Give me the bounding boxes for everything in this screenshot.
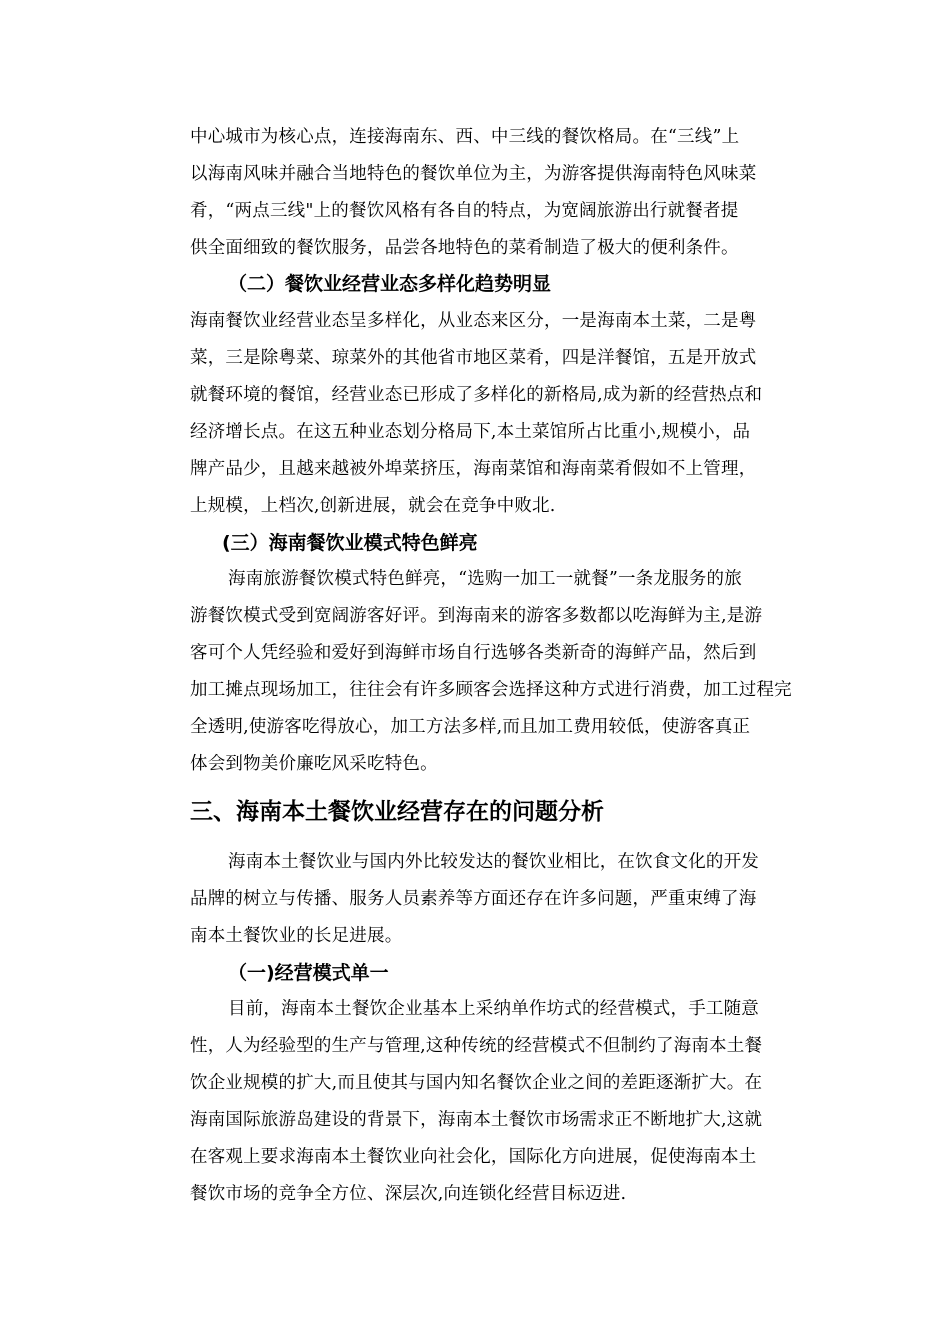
paragraph-line: 南本土餐饮业的长足进展。 [190,926,403,946]
paragraph-line: 海南本土餐饮业与国内外比较发达的餐饮业相比，在饮食文化的开发 [228,852,759,872]
section-title: 三、海南本土餐饮业经营存在的问题分析 [190,799,604,825]
paragraph-line: 全透明,使游客吃得放心，加工方法多样,而且加工费用较低，使游客真正 [190,717,751,737]
paragraph-line: 体会到物美价廉吃风采吃特色。 [190,754,438,774]
subheading-4: （一)经营模式单一 [228,962,389,984]
paragraph-line: 海南餐饮业经营业态呈多样化，从业态来区分，一是海南本土菜，二是粤 [190,311,757,331]
paragraph-line: 以海南风味并融合当地特色的餐饮单位为主，为游客提供海南特色风味菜 [190,164,757,184]
paragraph-line: 饮企业规模的扩大,而且使其与国内知名餐饮企业之间的差距逐渐扩大。在 [190,1073,763,1093]
paragraph-line: 肴，“两点三线"上的餐饮风格有各自的特点，为宽阔旅游出行就餐者提 [190,201,739,221]
paragraph-line: 性，人为经验型的生产与管理,这种传统的经营模式不但制约了海南本土餐 [190,1036,763,1056]
paragraph-line: 餐饮市场的竞争全方位、深层次,向连锁化经营目标迈进. [190,1184,627,1204]
paragraph-line: 上规模，上档次,创新进展，就会在竞争中败北. [190,496,556,516]
paragraph-line: 菜，三是除粤菜、琼菜外的其他省市地区菜肴，四是洋餐馆，五是开放式 [190,348,757,368]
paragraph-line: 就餐环境的餐馆，经营业态已形成了多样化的新格局,成为新的经营热点和 [190,385,763,405]
paragraph-line: 海南旅游餐饮模式特色鲜亮，“选购一加工一就餐”一条龙服务的旅 [228,569,742,589]
paragraph-line: 中心城市为核心点，连接海南东、西、中三线的餐饮格局。在“三线”上 [190,127,740,147]
paragraph-line: 牌产品少，且越来越被外埠菜挤压，海南菜馆和海南菜肴假如不上管理， [190,459,757,479]
paragraph-line: 客可个人凭经验和爱好到海鲜市场自行选够各类新奇的海鲜产品，然后到 [190,643,757,663]
paragraph-line: 经济增长点。在这五种业态划分格局下,本土菜馆所占比重小,规模小，品 [190,422,751,442]
paragraph-line: 目前，海南本土餐饮企业基本上采纳单作坊式的经营模式，手工随意 [228,999,759,1019]
paragraph-line: 海南国际旅游岛建设的背景下，海南本土餐饮市场需求正不断地扩大,这就 [190,1110,763,1130]
subheading-3: (三）海南餐饮业模式特色鲜亮 [222,532,478,554]
paragraph-line: 在客观上要求海南本土餐饮业向社会化，国际化方向进展，促使海南本土 [190,1147,757,1167]
paragraph-line: 游餐饮模式受到宽阔游客好评。到海南来的游客多数都以吃海鲜为主,是游 [190,606,763,626]
paragraph-line: 品牌的树立与传播、服务人员素养等方面还存在许多问题，严重束缚了海 [190,889,757,909]
subheading-2: （二）餐饮业经营业态多样化趋势明显 [228,273,552,295]
paragraph-line: 加工摊点现场加工，往往会有许多顾客会选择这种方式进行消费，加工过程完 [190,680,792,700]
paragraph-line: 供全面细致的餐饮服务，品尝各地特色的菜肴制造了极大的便利条件。 [190,238,739,258]
